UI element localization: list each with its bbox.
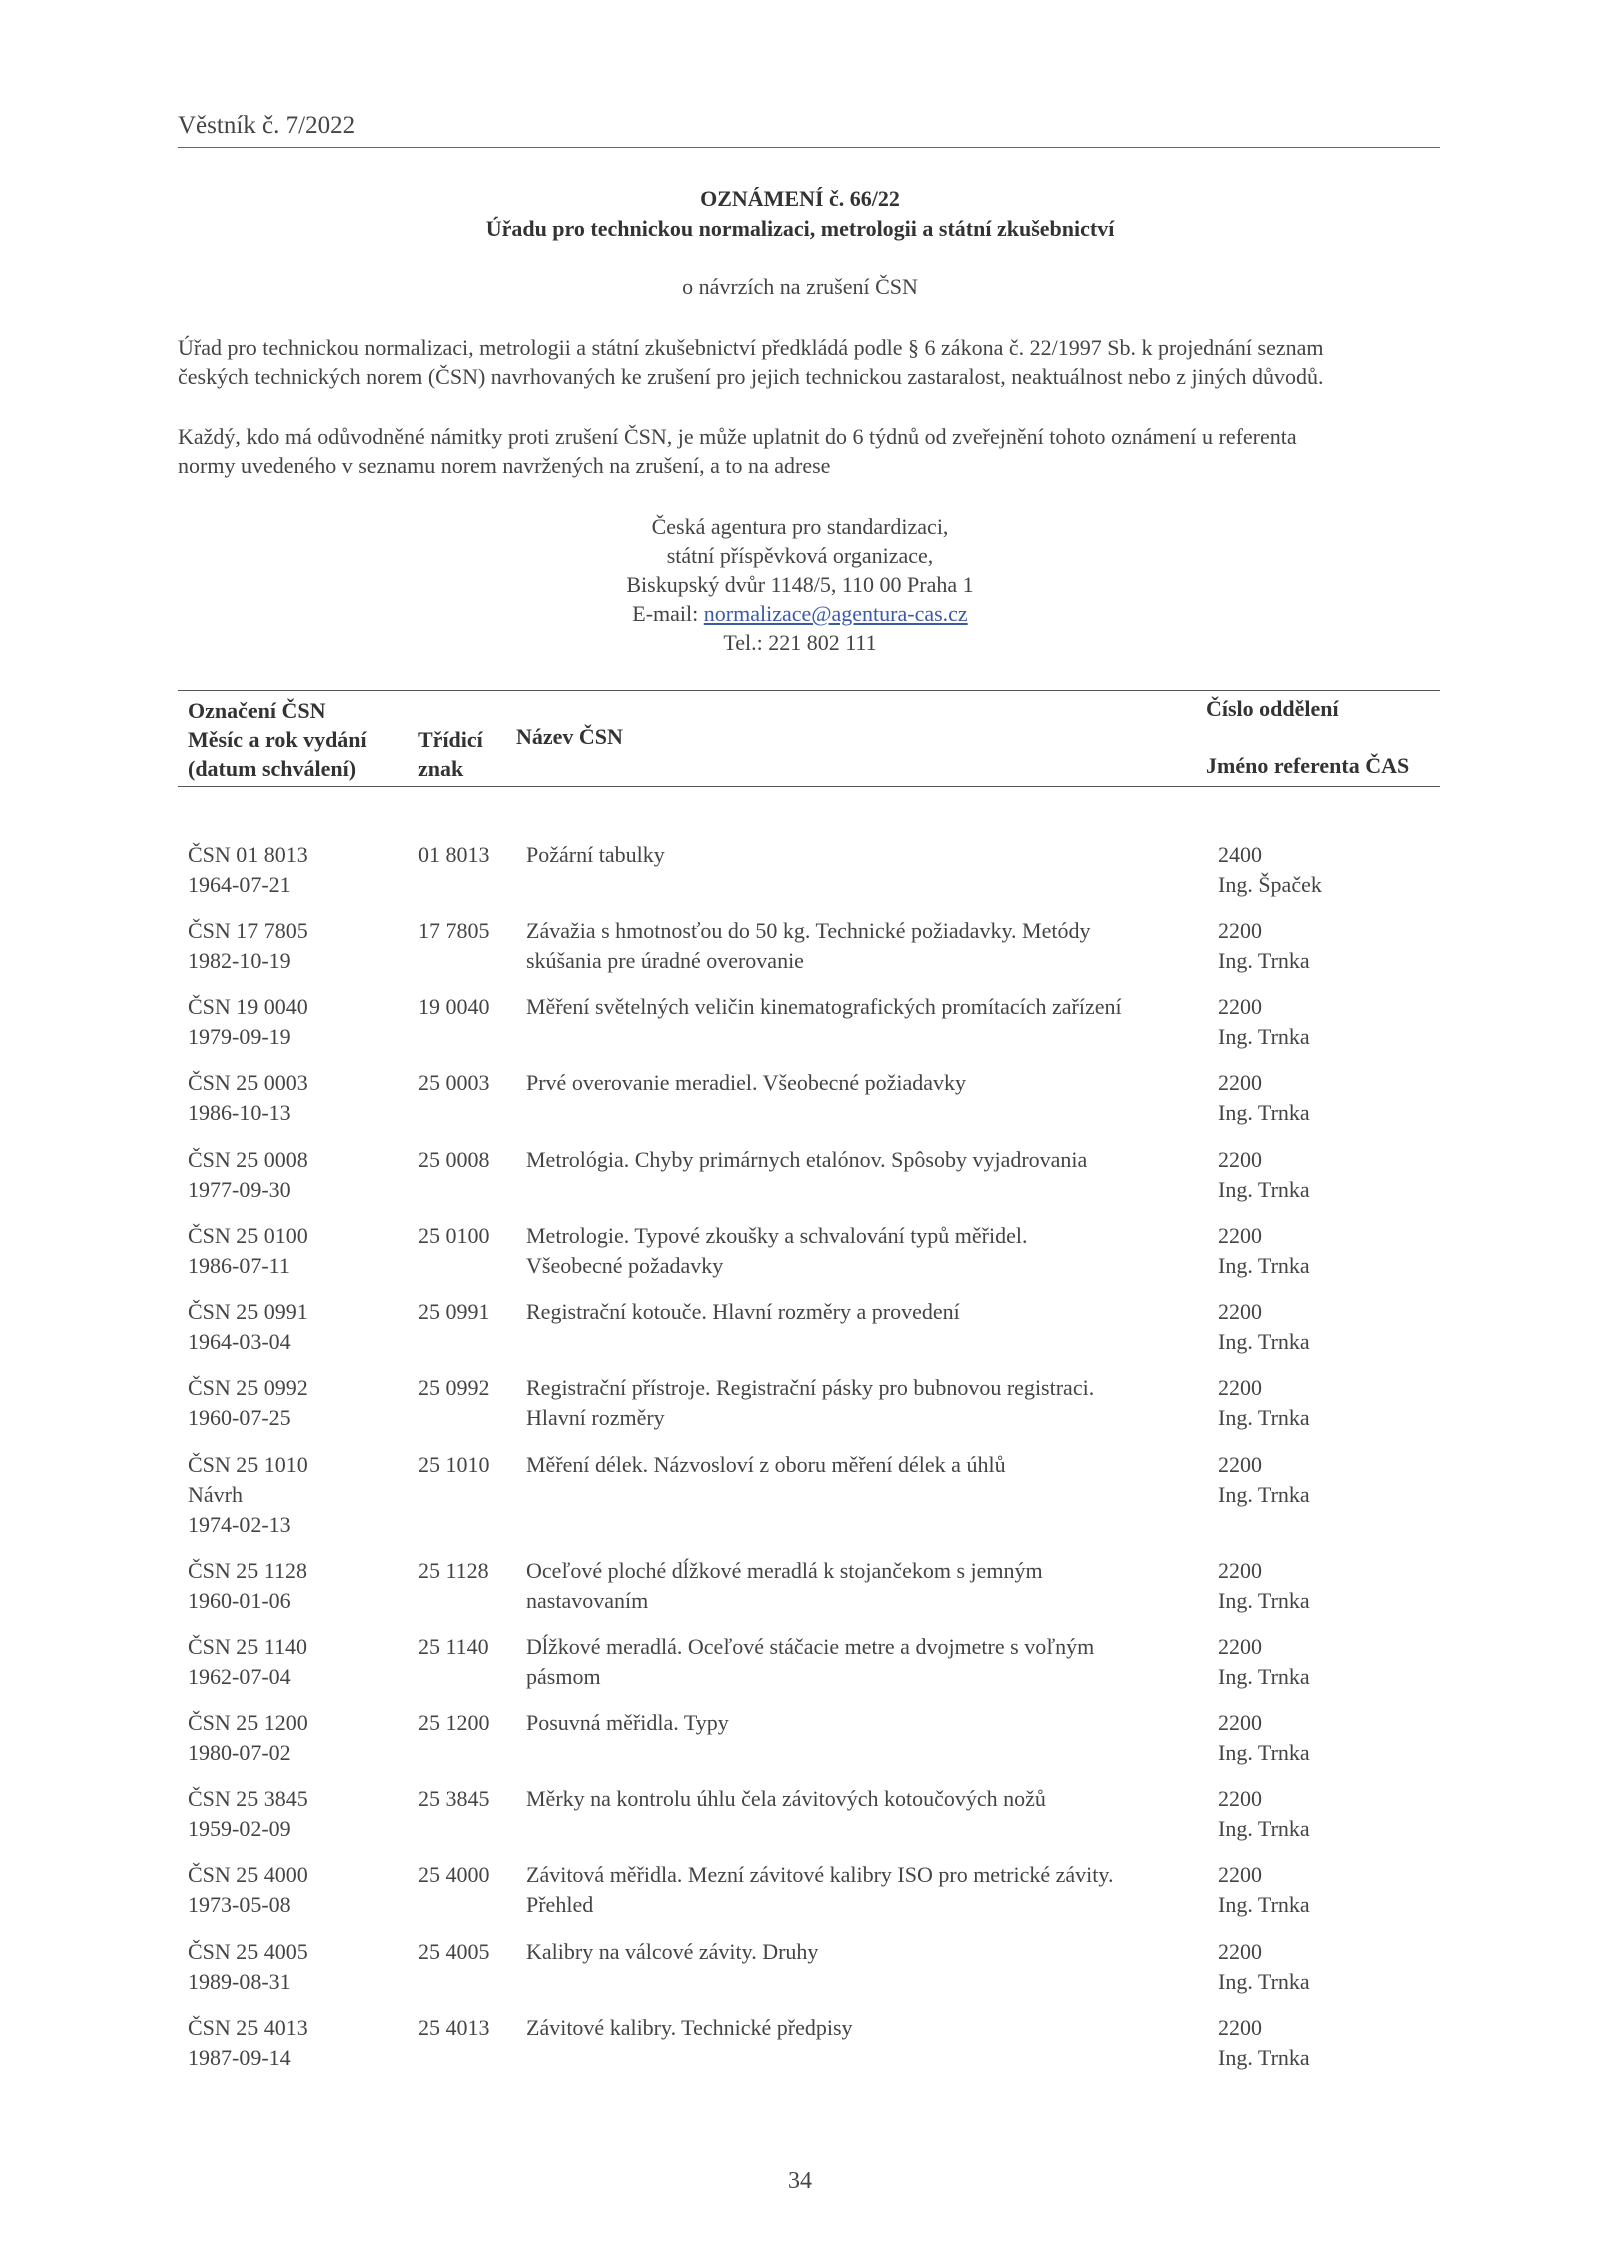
header-approval-date-line: (datum schválení) [188, 756, 357, 781]
designation-line: ČSN 19 0040 [188, 994, 308, 1019]
cell-designation [188, 1937, 408, 1997]
standard-name-line: Závitové kalibry. Technické předpisy [526, 2015, 853, 2040]
cell-department-referent [1218, 1784, 1438, 1844]
designation-line: 1980-07-02 [188, 1740, 291, 1765]
cell-designation [188, 1068, 408, 1128]
designation-line: 1989-08-31 [188, 1969, 291, 1994]
designation-line: 1974-02-13 [188, 1512, 291, 1537]
cell-designation [188, 2013, 408, 2073]
intro-line: Úřad pro technickou normalizaci, metrologii a státní zkušebnictví předkládá podle § 6 zákona č. 22/1997 Sb. k projednání seznam [178, 335, 1324, 360]
objection-line: Každý, kdo má odůvodněné námitky proti zrušení ČSN, je může uplatnit do 6 týdnů od zveřejnění tohoto oznámení u referenta [178, 424, 1297, 449]
department-number: 2200 [1218, 1375, 1262, 1400]
designation-line: 1960-07-25 [188, 1405, 291, 1430]
standard-name-line: skúšania pre úradné overovanie [526, 948, 804, 973]
department-number: 2200 [1218, 1634, 1262, 1659]
cell-class-code: 25 3845 [418, 1786, 490, 1811]
cell-department-referent [1218, 1297, 1438, 1357]
cell-class-code: 25 0100 [418, 1223, 490, 1248]
designation-line: ČSN 25 0100 [188, 1223, 308, 1248]
designation-line: ČSN 25 1200 [188, 1710, 308, 1735]
designation-line: 1986-07-11 [188, 1253, 290, 1278]
standard-name-line: Posuvná měřidla. Typy [526, 1710, 729, 1735]
standard-name-line: nastavovaním [526, 1588, 649, 1613]
standard-name-line: Metrologie. Typové zkoušky a schvalování typů měřidel. [526, 1223, 1028, 1248]
objection-paragraph [178, 422, 1440, 480]
page-number: 34 [788, 2168, 812, 2194]
announcement-subject: o návrzích na zrušení ČSN [682, 274, 918, 299]
designation-line: ČSN 01 8013 [188, 842, 308, 867]
standard-name-line: Závažia s hmotnosťou do 50 kg. Technické požiadavky. Metódy [526, 918, 1091, 943]
designation-line: 1982-10-19 [188, 948, 291, 973]
cell-standard-name [526, 992, 1196, 1022]
cell-designation [188, 1450, 408, 1540]
standard-name-line: Kalibry na válcové závity. Druhy [526, 1939, 819, 1964]
designation-line: 1960-01-06 [188, 1588, 291, 1613]
phone-line: Tel.: 221 802 111 [723, 630, 877, 655]
cell-standard-name [526, 840, 1196, 870]
department-number: 2200 [1218, 1558, 1262, 1583]
cell-class-code: 25 1200 [418, 1710, 490, 1735]
cell-standard-name [526, 1450, 1196, 1480]
cell-class-code: 25 4005 [418, 1939, 490, 1964]
designation-line: 1977-09-30 [188, 1177, 291, 1202]
cell-designation [188, 840, 408, 900]
cell-department-referent [1218, 1556, 1438, 1616]
cell-department-referent [1218, 1145, 1438, 1205]
cell-class-code: 17 7805 [418, 918, 490, 943]
cell-standard-name [526, 1556, 1196, 1616]
referent-name: Ing. Trnka [1218, 948, 1310, 973]
cell-standard-name [526, 2013, 1196, 2043]
intro-paragraph [178, 333, 1440, 391]
cell-class-code: 01 8013 [418, 842, 490, 867]
department-number: 2200 [1218, 1939, 1262, 1964]
designation-line: ČSN 25 4013 [188, 2015, 308, 2040]
cell-designation [188, 1221, 408, 1281]
cell-department-referent [1218, 840, 1438, 900]
department-number: 2200 [1218, 2015, 1262, 2040]
designation-line: ČSN 25 1128 [188, 1558, 307, 1583]
cell-standard-name [526, 1221, 1196, 1281]
designation-line: ČSN 25 0991 [188, 1299, 308, 1324]
referent-name: Ing. Trnka [1218, 1664, 1310, 1689]
department-number: 2200 [1218, 1452, 1262, 1477]
designation-line: 1959-02-09 [188, 1816, 291, 1841]
address-line: státní příspěvková organizace, [666, 543, 934, 568]
cell-standard-name [526, 1632, 1196, 1692]
cell-designation [188, 1708, 408, 1768]
referent-name: Ing. Trnka [1218, 1100, 1310, 1125]
header-department: Číslo oddělení [1206, 696, 1339, 721]
cell-class-code: 25 4000 [418, 1862, 490, 1887]
standard-name-line: Metrológia. Chyby primárnych etalónov. Spôsoby vyjadrovania [526, 1147, 1088, 1172]
cell-department-referent [1218, 1708, 1438, 1768]
cell-class-code: 25 0008 [418, 1147, 490, 1172]
objection-line: normy uvedeného v seznamu norem navržených na zrušení, a to na adrese [178, 453, 831, 478]
standard-name-line: Požární tabulky [526, 842, 665, 867]
referent-name: Ing. Trnka [1218, 1253, 1310, 1278]
header-designation-line: Označení ČSN [188, 698, 326, 723]
table-header-rule [178, 786, 1440, 787]
standard-name-line: Oceľové ploché dĺžkové meradlá k stojančekom s jemným [526, 1558, 1043, 1583]
cell-designation [188, 1784, 408, 1844]
cell-designation [188, 1145, 408, 1205]
address-line: Česká agentura pro standardizaci, [651, 514, 949, 539]
announcement-issuer: Úřadu pro technickou normalizaci, metrologii a státní zkušebnictví [485, 216, 1115, 241]
designation-line: ČSN 25 0008 [188, 1147, 308, 1172]
announcement-title: OZNÁMENÍ č. 66/22 [700, 186, 900, 211]
cell-class-code: 25 4013 [418, 2015, 490, 2040]
referent-name: Ing. Trnka [1218, 2045, 1310, 2070]
designation-line: 1979-09-19 [188, 1024, 291, 1049]
cell-department-referent [1218, 1860, 1438, 1920]
department-number: 2200 [1218, 1070, 1262, 1095]
cell-department-referent [1218, 1068, 1438, 1128]
referent-name: Ing. Trnka [1218, 1816, 1310, 1841]
standard-name-line: Dĺžkové meradlá. Oceľové stáčacie metre a dvojmetre s voľným [526, 1634, 1095, 1659]
designation-line: Návrh [188, 1482, 243, 1507]
designation-line: ČSN 25 1010 [188, 1452, 308, 1477]
cell-designation [188, 1556, 408, 1616]
standard-name-line: pásmom [526, 1664, 601, 1689]
department-number: 2200 [1218, 1147, 1262, 1172]
cell-class-code: 25 0991 [418, 1299, 490, 1324]
cell-designation [188, 1860, 408, 1920]
referent-name: Ing. Trnka [1218, 1329, 1310, 1354]
cell-class-code: 25 1140 [418, 1634, 489, 1659]
referent-name: Ing. Špaček [1218, 872, 1322, 897]
designation-line: ČSN 25 3845 [188, 1786, 308, 1811]
standard-name-line: Všeobecné požadavky [526, 1253, 724, 1278]
header-class-code [418, 725, 483, 783]
standard-name-line: Hlavní rozměry [526, 1405, 665, 1430]
referent-name: Ing. Trnka [1218, 1405, 1310, 1430]
department-number: 2200 [1218, 1786, 1262, 1811]
table-top-rule [178, 690, 1440, 691]
cell-designation [188, 1632, 408, 1692]
designation-line: ČSN 25 4000 [188, 1862, 308, 1887]
designation-line: 1987-09-14 [188, 2045, 291, 2070]
address-block [0, 512, 1600, 657]
cell-designation [188, 1297, 408, 1357]
email-label: E-mail: [632, 601, 704, 626]
designation-line: ČSN 25 0992 [188, 1375, 308, 1400]
running-head: Věstník č. 7/2022 [178, 112, 356, 139]
header-rule [178, 147, 1440, 148]
cell-class-code: 25 1010 [418, 1452, 490, 1477]
department-number: 2200 [1218, 994, 1262, 1019]
standard-name-line: Registrační přístroje. Registrační pásky pro bubnovou registraci. [526, 1375, 1095, 1400]
cell-department-referent [1218, 1373, 1438, 1433]
designation-line: 1964-03-04 [188, 1329, 291, 1354]
referent-name: Ing. Trnka [1218, 1740, 1310, 1765]
referent-name: Ing. Trnka [1218, 1024, 1310, 1049]
cell-class-code: 25 0992 [418, 1375, 490, 1400]
referent-name: Ing. Trnka [1218, 1892, 1310, 1917]
designation-line: ČSN 25 4005 [188, 1939, 308, 1964]
address-line: Biskupský dvůr 1148/5, 110 00 Praha 1 [626, 572, 974, 597]
designation-line: 1973-05-08 [188, 1892, 291, 1917]
cell-standard-name [526, 1937, 1196, 1967]
cell-class-code: 25 1128 [418, 1558, 489, 1583]
standard-name-line: Přehled [526, 1892, 594, 1917]
cell-standard-name [526, 1708, 1196, 1738]
department-number: 2200 [1218, 1223, 1262, 1248]
cell-standard-name [526, 1297, 1196, 1327]
designation-line: ČSN 17 7805 [188, 918, 308, 943]
standard-name-line: Registrační kotouče. Hlavní rozměry a provedení [526, 1299, 960, 1324]
standard-name-line: Měření světelných veličin kinematografických promítacích zařízení [526, 994, 1122, 1019]
department-number: 2400 [1218, 842, 1262, 867]
designation-line: 1986-10-13 [188, 1100, 291, 1125]
cell-class-code: 25 0003 [418, 1070, 490, 1095]
cell-department-referent [1218, 916, 1438, 976]
header-class-code-line: znak [418, 756, 464, 781]
cell-department-referent [1218, 1450, 1438, 1510]
cell-department-referent [1218, 2013, 1438, 2073]
referent-name: Ing. Trnka [1218, 1177, 1310, 1202]
designation-line: ČSN 25 0003 [188, 1070, 308, 1095]
referent-name: Ing. Trnka [1218, 1482, 1310, 1507]
email-link[interactable]: normalizace@agentura-cas.cz [703, 601, 968, 626]
header-issue-date-line: Měsíc a rok vydání [188, 727, 367, 752]
cell-standard-name [526, 1145, 1196, 1175]
cell-standard-name [526, 1373, 1196, 1433]
designation-line: 1964-07-21 [188, 872, 291, 897]
cell-class-code: 19 0040 [418, 994, 490, 1019]
department-number: 2200 [1218, 918, 1262, 943]
header-referent: Jméno referenta ČAS [1206, 753, 1410, 778]
cell-designation [188, 1373, 408, 1433]
header-class-code-line: Třídicí [418, 727, 483, 752]
cell-department-referent [1218, 992, 1438, 1052]
standard-name-line: Závitová měřidla. Mezní závitové kalibry ISO pro metrické závity. [526, 1862, 1114, 1887]
cell-standard-name [526, 1860, 1196, 1920]
cell-department-referent [1218, 1632, 1438, 1692]
header-designation [188, 696, 367, 783]
standard-name-line: Prvé overovanie meradiel. Všeobecné požiadavky [526, 1070, 967, 1095]
department-number: 2200 [1218, 1710, 1262, 1735]
standard-name-line: Měření délek. Názvosloví z oboru měření délek a úhlů [526, 1452, 1006, 1477]
designation-line: 1962-07-04 [188, 1664, 291, 1689]
cell-standard-name [526, 916, 1196, 976]
department-number: 2200 [1218, 1862, 1262, 1887]
designation-line: ČSN 25 1140 [188, 1634, 307, 1659]
cell-department-referent [1218, 1221, 1438, 1281]
cell-designation [188, 992, 408, 1052]
cell-department-referent [1218, 1937, 1438, 1997]
email-line [0, 599, 1600, 628]
header-standard-name: Název ČSN [516, 724, 623, 749]
intro-line: českých technických norem (ČSN) navrhovaných ke zrušení pro jejich technickou zastaralost, neaktuálnost nebo z jiných důvodů. [178, 364, 1324, 389]
referent-name: Ing. Trnka [1218, 1969, 1310, 1994]
cell-designation [188, 916, 408, 976]
standard-name-line: Měrky na kontrolu úhlu čela závitových kotoučových nožů [526, 1786, 1046, 1811]
cell-standard-name [526, 1068, 1196, 1098]
cell-standard-name [526, 1784, 1196, 1814]
department-number: 2200 [1218, 1299, 1262, 1324]
referent-name: Ing. Trnka [1218, 1588, 1310, 1613]
